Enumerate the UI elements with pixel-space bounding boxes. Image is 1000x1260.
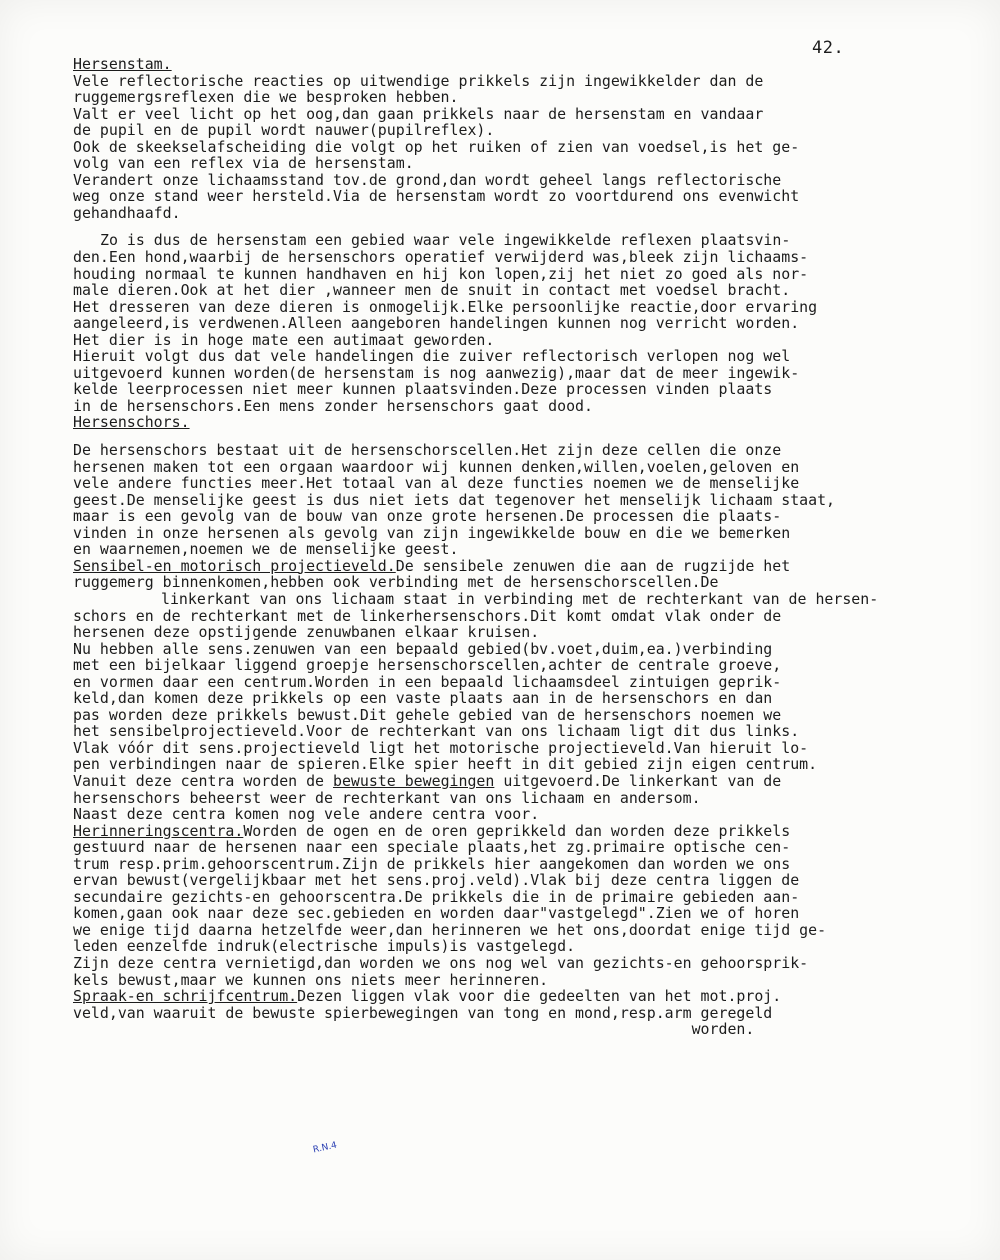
line-text: houding normaal te kunnen handhaven en hij kon lopen,zij het niet zo goed als nor-	[73, 264, 809, 283]
text-line	[73, 459, 923, 476]
line-text: Naast deze centra komen nog vele andere centra voor.	[73, 805, 540, 824]
text-line	[73, 690, 923, 707]
handwritten-annotation: R.N.4	[312, 1140, 338, 1156]
text-line	[73, 232, 923, 249]
line-text: Nu hebben alle sens.zenuwen van een bepaald gebied(bv.voet,duim,ea.)verbinding	[73, 639, 773, 658]
line-text: Het dier is in hoge mate een autimaat geworden.	[73, 330, 495, 349]
text-line	[73, 674, 923, 691]
text-line	[73, 299, 923, 316]
text-line	[73, 574, 923, 591]
line-text: worden.	[73, 1020, 755, 1039]
line-text: Valt er veel licht op het oog,dan gaan prikkels naar de hersenstam en vandaar	[73, 104, 764, 123]
text-line	[73, 558, 923, 575]
line-text: de pupil en de pupil wordt nauwer(pupilreflex).	[73, 121, 495, 140]
line-text: aangeleerd,is verdwenen.Alleen aangeboren handelingen kunnen nog verricht worden.	[73, 314, 800, 333]
line-text: geest.De menselijke geest is dus niet iets dat tegenover het menselijk lichaam staat,	[73, 490, 836, 509]
line-text: ruggemerg binnenkomen,hebben ook verbinding met de hersenschorscellen.De	[73, 573, 719, 592]
text-line	[73, 1021, 923, 1038]
line-text: en waarnemen,noemen we de menselijke geest.	[73, 540, 459, 559]
text-line	[73, 139, 923, 156]
text-line	[73, 188, 923, 205]
line-text: pas worden deze prikkels bewust.Dit gehele gebied van de hersenschors noemen we	[73, 705, 782, 724]
line-text: ruggemergsreflexen die we besproken hebben.	[73, 88, 459, 107]
text-line	[73, 475, 923, 492]
line-text: maar is een gevolg van de bouw van onze grote hersenen.De processen die plaats-	[73, 507, 782, 526]
section-heading	[73, 56, 923, 73]
text-line	[73, 790, 923, 807]
line-text: Ook de skeekselafscheiding die volgt op het ruiken of zien van voedsel,is het ge-	[73, 137, 800, 156]
text-line	[73, 938, 923, 955]
line-text: kelde leerprocessen niet meer kunnen plaatsvinden.Deze processen vinden plaats	[73, 380, 773, 399]
text-line	[73, 889, 923, 906]
text-line	[73, 122, 923, 139]
line-text: we enige tijd daarna hetzelfde weer,dan herinneren we het ons,doordat enige tijd ge-	[73, 920, 827, 939]
line-text: met een bijelkaar liggend groepje hersenschorscellen,achter de centrale groeve,	[73, 656, 782, 675]
section-heading-inline: Sensibel-en motorisch projectieveld.	[73, 556, 396, 575]
text-line	[73, 591, 923, 608]
line-text: Dezen liggen vlak voor die gedeelten van het mot.proj.	[297, 987, 782, 1006]
text-line	[73, 155, 923, 172]
text-line	[73, 856, 923, 873]
body-text	[73, 56, 923, 1038]
line-text: secundaire gezichts-en gehoorscentra.De prikkels die in de primaire gebieden aan-	[73, 887, 800, 906]
line-text: komen,gaan ook naar deze sec.gebieden en worden daar"vastgelegd".Zien we of horen	[73, 904, 800, 923]
line-text: leden eenzelfde indruk(electrische impuls)is vastgelegd.	[73, 937, 576, 956]
text-line	[73, 806, 923, 823]
text-line	[73, 657, 923, 674]
text-line	[73, 73, 923, 90]
line-text: den.Een hond,waarbij de hersenschors operatief verwijderd was,bleek zijn lichaams-	[73, 248, 809, 267]
text-line	[73, 1005, 923, 1022]
line-text: hersenen maken tot een orgaan waardoor wij kunnen denken,willen,voelen,geloven en	[73, 457, 800, 476]
text-line	[73, 922, 923, 939]
line-text: hersenen deze opstijgende zenuwbanen elkaar kruisen.	[73, 623, 540, 642]
text-line	[73, 249, 923, 266]
line-text: veld,van waaruit de bewuste spierbewegingen van tong en mond,resp.arm geregeld	[73, 1003, 773, 1022]
text-line	[73, 442, 923, 459]
line-text: vinden in onze hersenen als gevolg van zijn ingewikkelde bouw en die we bemerken	[73, 523, 791, 542]
text-line	[73, 398, 923, 415]
line-text: gehandhaafd.	[73, 203, 181, 222]
line-text: in de hersenschors.Een mens zonder hersenschors gaat dood.	[73, 396, 593, 415]
text-line	[73, 525, 923, 542]
line-text: Hersenstam.	[73, 55, 172, 73]
text-line	[73, 172, 923, 189]
underlined-phrase: bewuste bewegingen	[332, 771, 495, 790]
text-line	[73, 205, 923, 222]
line-text: weg onze stand weer hersteld.Via de hersenstam wordt zo voortdurend ons evenwicht	[73, 187, 800, 206]
text-line	[73, 508, 923, 525]
line-text: male dieren.Ook at het dier ,wanneer men de snuit in contact met voedsel bracht.	[73, 281, 791, 300]
line-text: uitgevoerd kunnen worden(de hersenstam is nog aanwezig),maar dat de meer ingewik-	[73, 363, 800, 382]
line-text: De sensibele zenuwen die aan de rugzijde het	[395, 556, 791, 575]
line-text: kels bewust,maar we kunnen ons niets meer herinneren.	[73, 970, 549, 989]
text-line	[73, 89, 923, 106]
text-line	[73, 740, 923, 757]
text-line	[73, 608, 923, 625]
line-text: Het dresseren van deze dieren is onmogelijk.Elke persoonlijke reactie,door ervaring	[73, 297, 818, 316]
line-text: hersenschors beheerst weer de rechterkant van ons lichaam en andersom.	[73, 788, 701, 807]
text-line	[73, 972, 923, 989]
line-text: De hersenschors bestaat uit de hersenschorscellen.Het zijn deze cellen die onze	[73, 441, 782, 460]
text-line	[73, 381, 923, 398]
line-text: Zijn deze centra vernietigd,dan worden we ons nog wel van gezichts-en gehoorsprik-	[73, 953, 809, 972]
line-text: ervan bewust(vergelijkbaar met het sens.proj.veld).Vlak bij deze centra liggen de	[73, 871, 800, 890]
text-line	[73, 707, 923, 724]
text-line	[73, 872, 923, 889]
text-line	[73, 106, 923, 123]
line-text: uitgevoerd.De linkerkant van de	[494, 771, 782, 790]
line-text: trum resp.prim.gehoorscentrum.Zijn de prikkels hier aangekomen dan worden we ons	[73, 854, 791, 873]
line-text: keld,dan komen deze prikkels op een vaste plaats aan in de hersenschors en dan	[73, 689, 773, 708]
text-line	[73, 823, 923, 840]
text-line	[73, 492, 923, 509]
text-line	[73, 348, 923, 365]
text-line	[73, 641, 923, 658]
text-line	[73, 541, 923, 558]
line-text: linkerkant van ons lichaam staat in verbinding met de rechterkant van de hersen-	[161, 589, 879, 608]
line-text: het sensibelprojectieveld.Voor de rechterkant van ons lichaam ligt dit dus links.	[73, 722, 800, 741]
text-line	[73, 624, 923, 641]
section-heading	[73, 414, 923, 431]
text-line	[73, 723, 923, 740]
line-text: en vormen daar een centrum.Worden in een bepaald lichaamsdeel zintuigen geprik-	[73, 672, 782, 691]
text-line	[73, 773, 923, 790]
text-line	[73, 282, 923, 299]
line-text: Verandert onze lichaamsstand tov.de grond,dan wordt geheel langs reflectorische	[73, 170, 782, 189]
line-text: schors en de rechterkant met de linkerhersenschors.Dit komt omdat vlak onder de	[73, 606, 782, 625]
line-text: volg van een reflex via de hersenstam.	[73, 154, 414, 173]
page-number: 42.	[812, 38, 845, 58]
section-heading-inline: Herinneringscentra.	[73, 821, 244, 840]
line-text: Vlak vóór dit sens.projectieveld ligt het motorische projectieveld.Van hieruit lo-	[73, 738, 809, 757]
line-text: Worden de ogen en de oren geprikkeld dan worden deze prikkels	[243, 821, 791, 840]
text-line	[73, 988, 923, 1005]
line-text: Hieruit volgt dus dat vele handelingen die zuiver reflectorisch verlopen nog wel	[73, 347, 791, 366]
line-text: vele andere functies meer.Het totaal van al deze functies noemen we de menselijke	[73, 474, 800, 493]
line-text: Hersenschors.	[73, 413, 190, 432]
text-line	[73, 955, 923, 972]
text-line	[73, 266, 923, 283]
text-line	[73, 839, 923, 856]
line-text: Zo is dus de hersenstam een gebied waar vele ingewikkelde reflexen plaatsvin-	[100, 231, 791, 250]
text-line	[73, 365, 923, 382]
text-line	[73, 905, 923, 922]
text-line	[73, 332, 923, 349]
line-text: pen verbindingen naar de spieren.Elke spier heeft in dit gebied zijn eigen centrum.	[73, 755, 818, 774]
text-line	[73, 756, 923, 773]
text-line	[73, 315, 923, 332]
line-text: Vele reflectorische reacties op uitwendige prikkels zijn ingewikkelder dan de	[73, 71, 764, 90]
line-text: gestuurd naar de hersenen naar een speciale plaats,het zg.primaire optische cen-	[73, 838, 791, 857]
line-text: Vanuit deze centra worden de	[73, 771, 333, 790]
section-heading-inline: Spraak-en schrijfcentrum.	[73, 987, 298, 1006]
